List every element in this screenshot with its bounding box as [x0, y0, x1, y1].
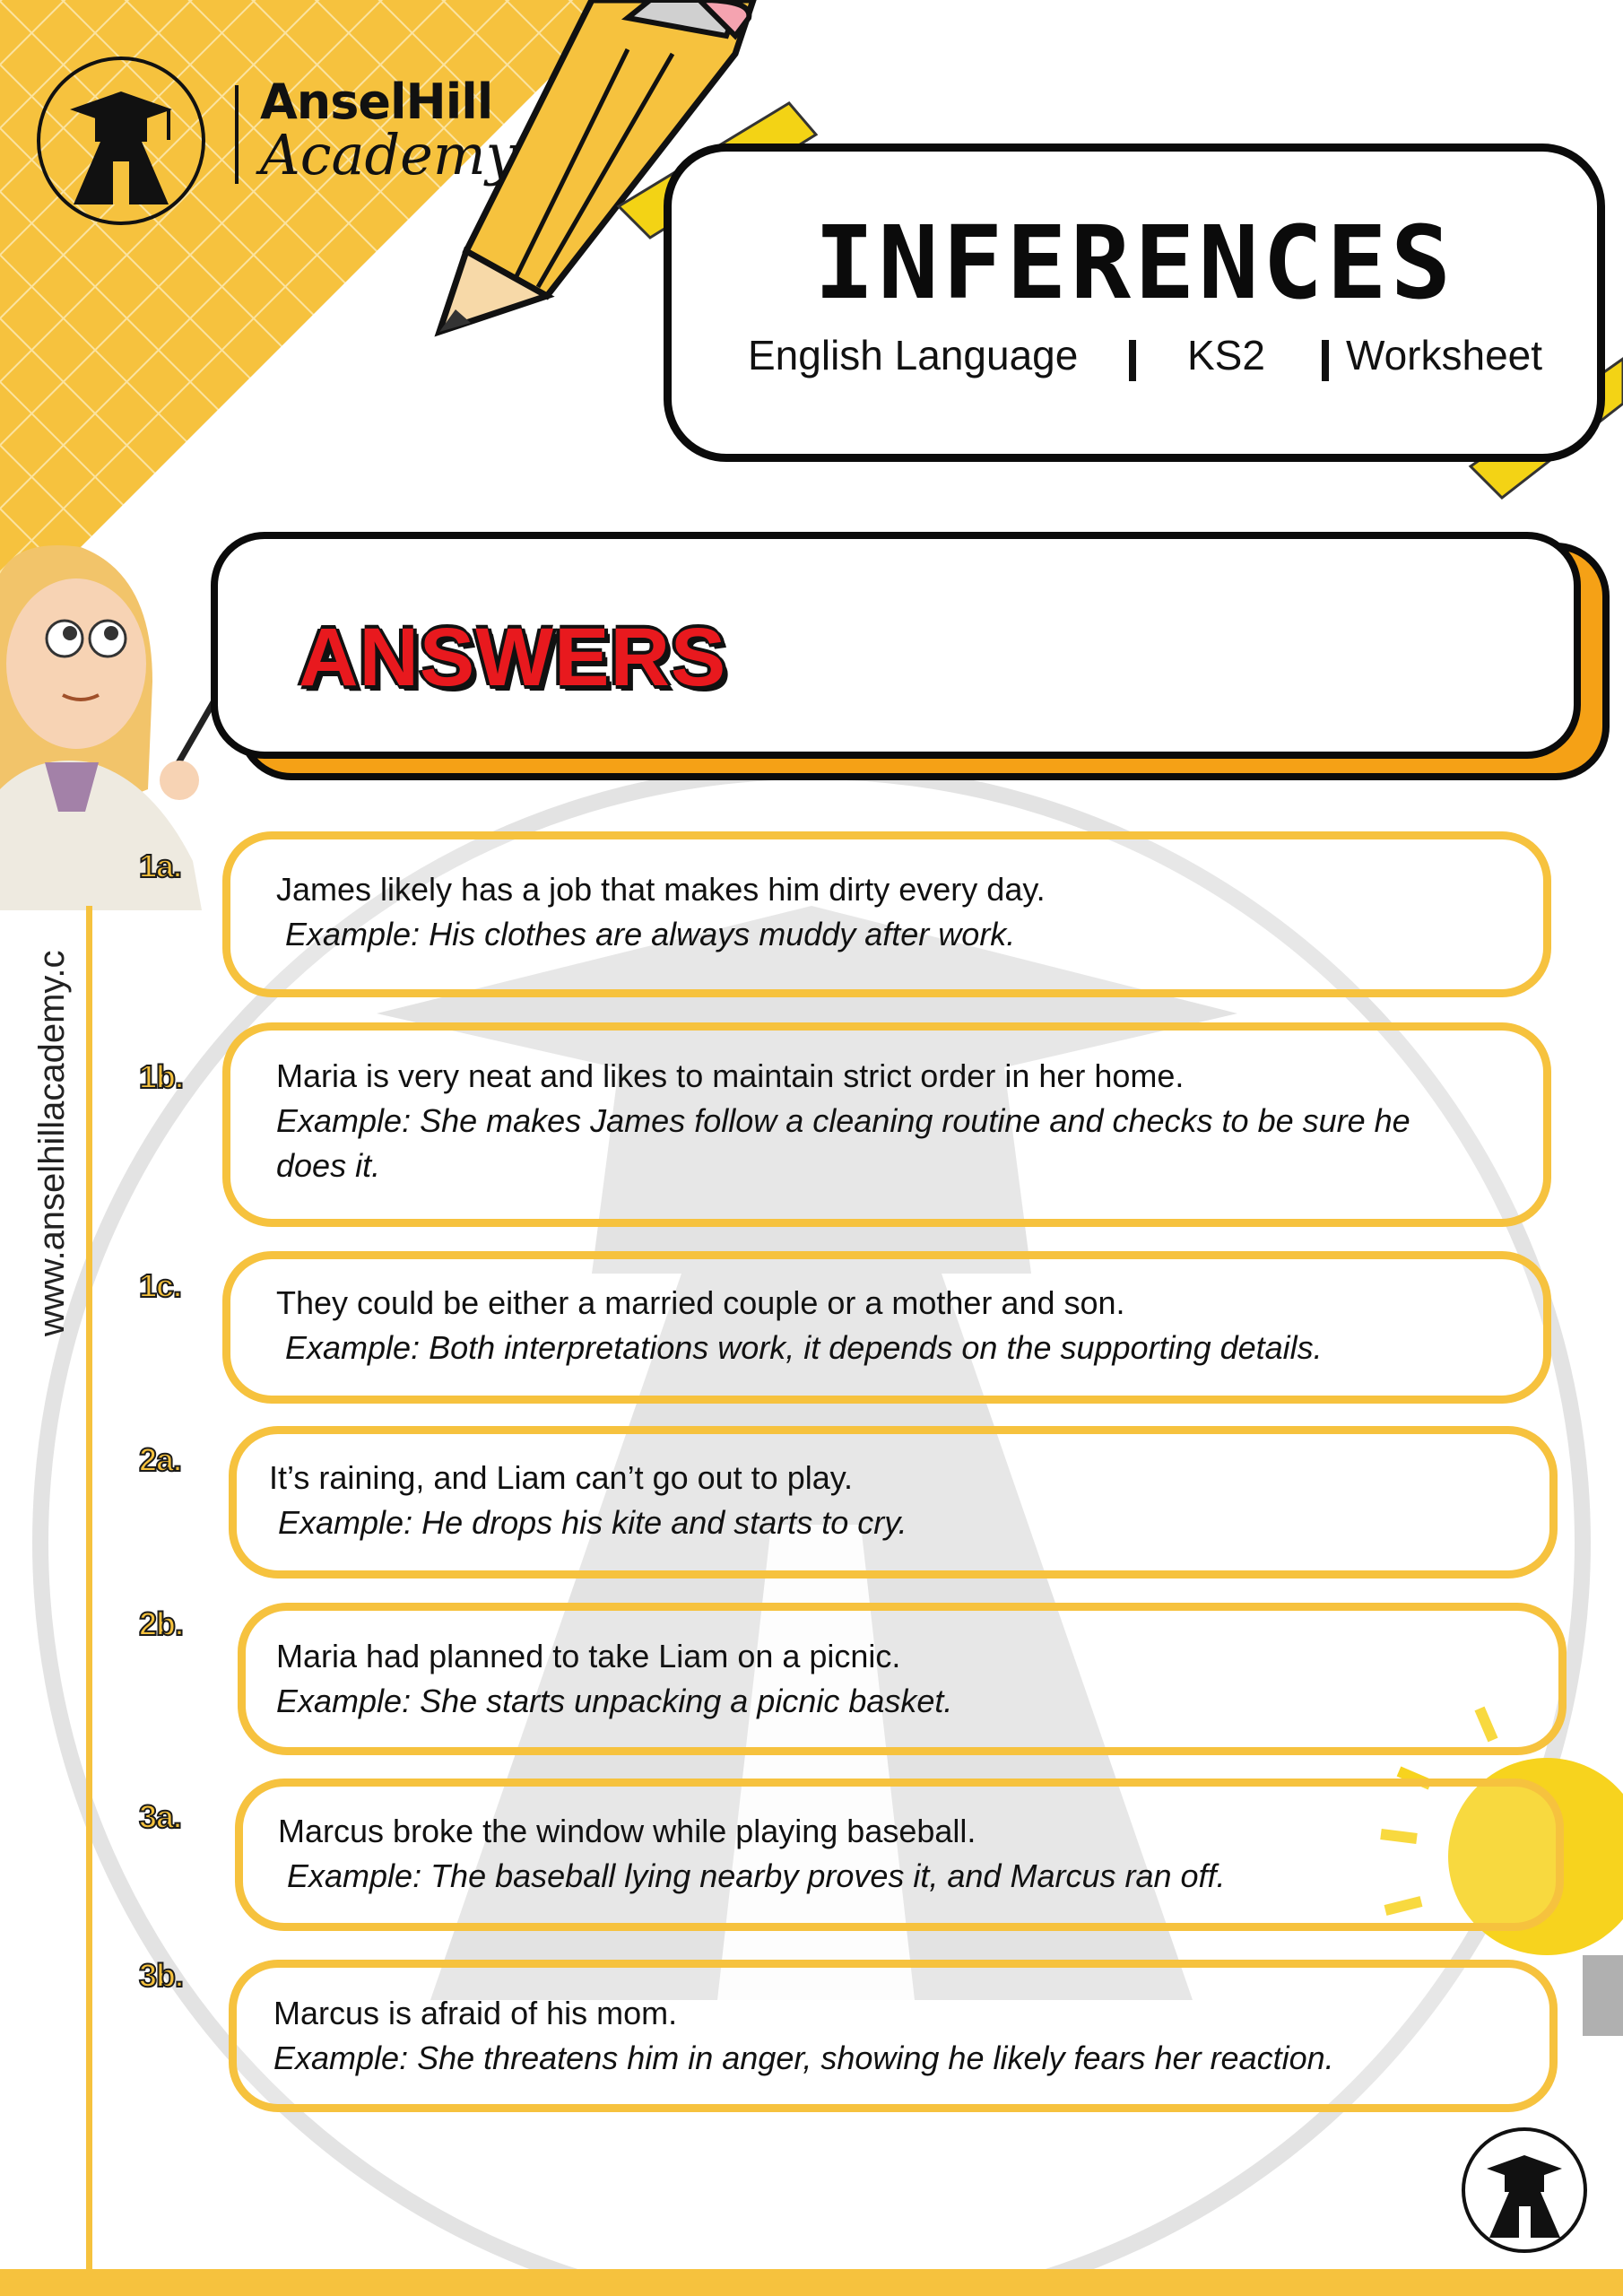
- question-label: 1c.: [139, 1267, 182, 1304]
- example-label: Example: [273, 2039, 400, 2076]
- example-text: : Both interpretations work, it depends on the supporting details.: [411, 1329, 1323, 1366]
- question-label: 1a.: [139, 848, 182, 884]
- answer-statement: Maria had planned to take Liam on a picnic.: [276, 1638, 901, 1674]
- answer-statement: Marcus broke the window while playing baseball.: [278, 1813, 976, 1849]
- bottom-band: [0, 2269, 1623, 2296]
- level-label: KS2: [1187, 332, 1265, 378]
- answer-statement: They could be either a married couple or a mother and son.: [276, 1284, 1125, 1321]
- example-label: Example: [285, 1329, 412, 1366]
- title-card: [664, 144, 1605, 462]
- brand-tagline: Academy: [260, 122, 517, 187]
- example-text: : The baseball lying nearby proves it, and Marcus ran off.: [412, 1857, 1226, 1894]
- answer-text: [276, 867, 1523, 957]
- answer-text: [269, 1456, 1524, 1545]
- question-label: 1b.: [139, 1058, 184, 1095]
- left-rule: [86, 906, 92, 2274]
- answers-heading: ANSWERS: [299, 612, 727, 703]
- answer-text: [278, 1809, 1551, 1899]
- separator: [1129, 340, 1136, 381]
- website-url: www.anselhillacademy.c: [32, 950, 72, 1336]
- answer-statement: It’s raining, and Liam can’t go out to play.: [269, 1459, 854, 1496]
- example-text: : She makes James follow a cleaning routine and checks to be sure he does it.: [276, 1102, 1410, 1184]
- example-label: Example: [287, 1857, 413, 1894]
- subject-label: English Language: [748, 332, 1079, 378]
- page-title: INFERENCES: [813, 205, 1455, 322]
- example-text: : He drops his kite and starts to cry.: [404, 1504, 907, 1541]
- separator: [1322, 340, 1329, 381]
- question-label: 2a.: [139, 1441, 182, 1478]
- logo-divider: [235, 85, 239, 184]
- answer-text: [273, 1991, 1556, 2081]
- answer-statement: Marcus is afraid of his mom.: [273, 1995, 678, 2031]
- answer-text: [276, 1281, 1549, 1370]
- footer-logo-icon: [1460, 2126, 1590, 2256]
- example-label: Example: [276, 1102, 403, 1139]
- answer-text: [276, 1054, 1469, 1188]
- example-text: : She threatens him in anger, showing he likely fears her reaction.: [399, 2039, 1334, 2076]
- example-label: Example: [278, 1504, 404, 1541]
- answer-text: [276, 1634, 1532, 1724]
- brand-name: AnselHill: [260, 74, 493, 130]
- example-label: Example: [285, 916, 412, 952]
- example-text: : She starts unpacking a picnic basket.: [402, 1683, 953, 1719]
- answer-statement: James likely has a job that makes him dirty every day.: [276, 871, 1046, 908]
- example-text: : His clothes are always muddy after work.: [411, 916, 1016, 952]
- example-label: Example: [276, 1683, 403, 1719]
- academy-logo-icon: [34, 54, 209, 229]
- answers-banner: [211, 532, 1581, 759]
- question-label: 3a.: [139, 1798, 182, 1835]
- answer-statement: Maria is very neat and likes to maintain strict order in her home.: [276, 1057, 1185, 1094]
- question-label: 2b.: [139, 1605, 184, 1642]
- type-label: Worksheet: [1346, 332, 1543, 378]
- question-label: 3b.: [139, 1957, 184, 1994]
